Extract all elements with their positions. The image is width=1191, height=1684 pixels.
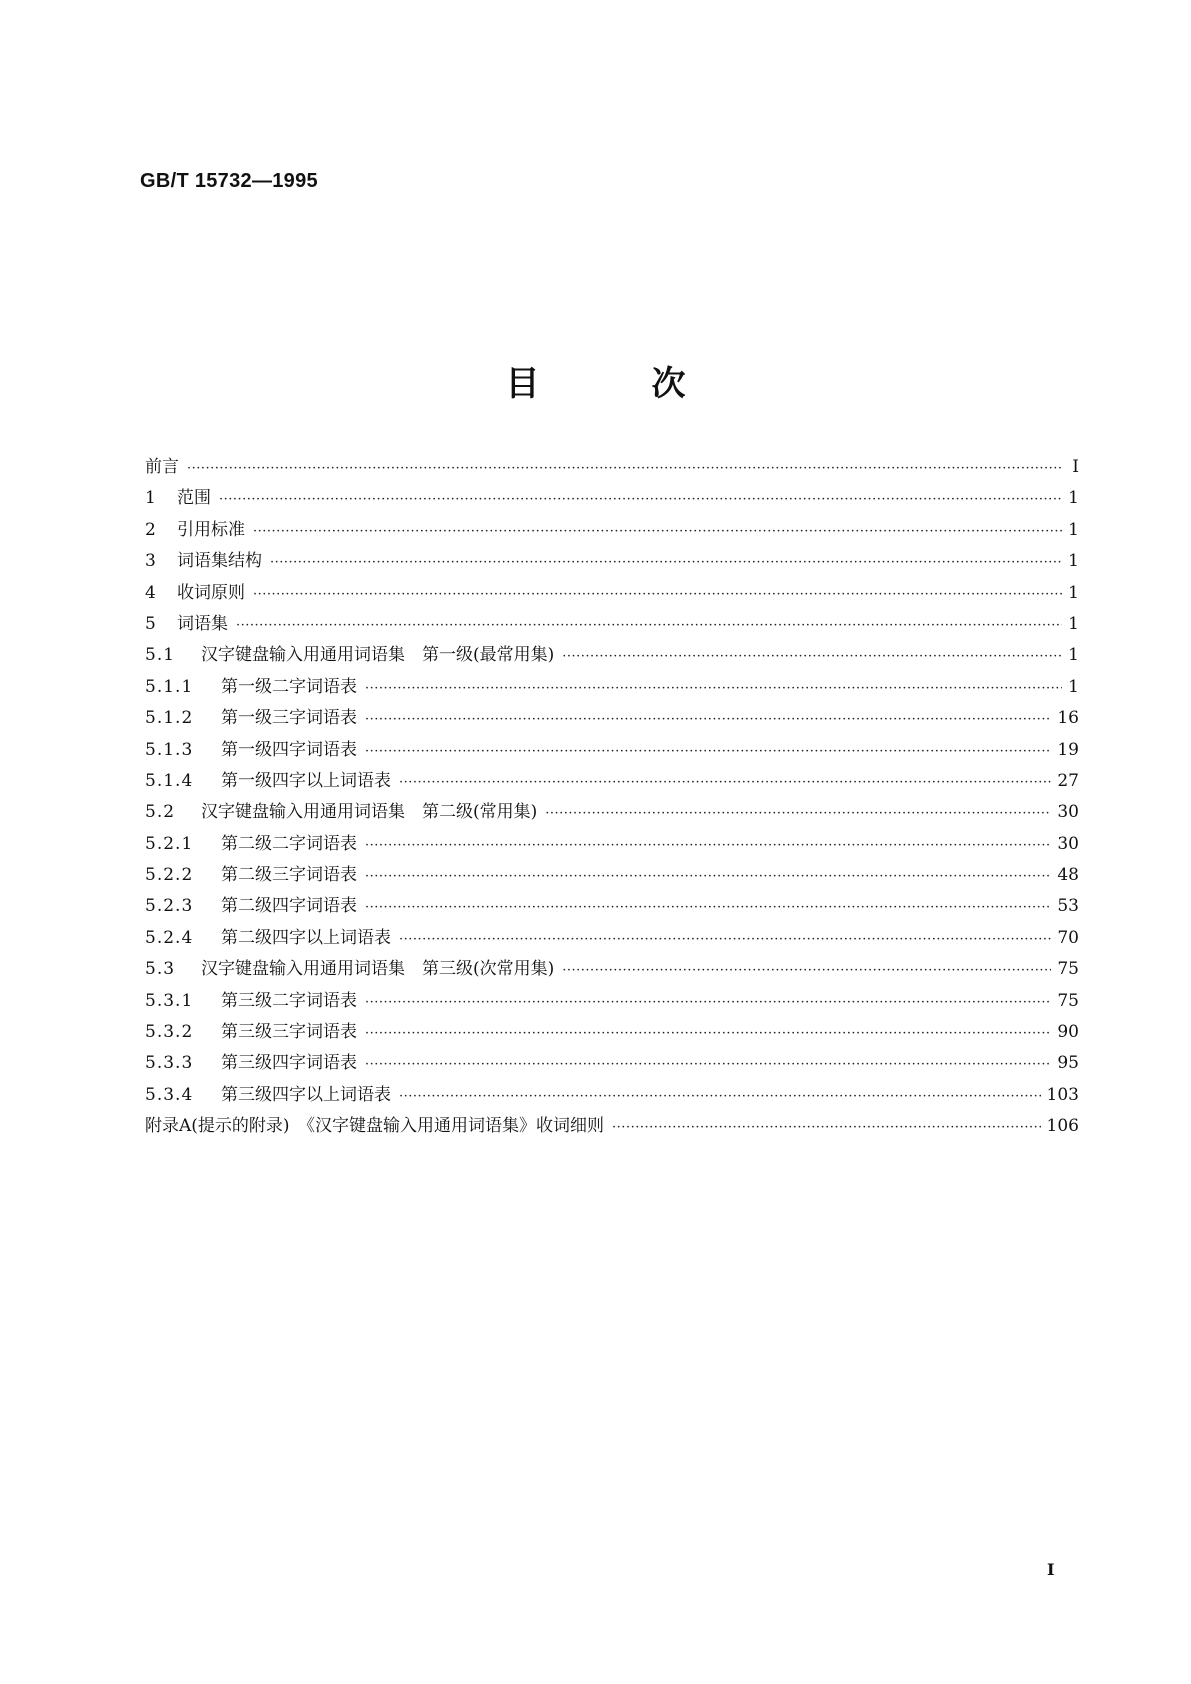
toc-leader-dots bbox=[399, 932, 1051, 947]
toc-entry-page: 48 bbox=[1057, 865, 1079, 886]
toc-leader-dots bbox=[253, 587, 1062, 602]
toc-entry-number: 5.1.1 bbox=[145, 676, 194, 697]
toc-entry-page: 53 bbox=[1057, 896, 1079, 917]
toc-leader-dots bbox=[399, 775, 1051, 790]
toc-entry[interactable] bbox=[145, 546, 1079, 577]
toc-entry[interactable] bbox=[145, 891, 1079, 922]
toc-entry-number: 5.1.4 bbox=[145, 770, 194, 791]
toc-entry-page: 1 bbox=[1068, 613, 1079, 634]
toc-entry-page: 70 bbox=[1057, 927, 1079, 948]
toc-leader-dots bbox=[270, 555, 1062, 570]
toc-entry-page: 75 bbox=[1057, 990, 1079, 1011]
toc-leader-dots bbox=[187, 461, 1063, 476]
toc-entry-text: 第一级四字词语表 bbox=[221, 739, 357, 760]
toc-entry-text: 汉字键盘输入用通用词语集 第三级(次常用集) bbox=[201, 959, 555, 980]
toc-entry-text: 词语集 bbox=[177, 613, 228, 634]
toc-entry[interactable] bbox=[145, 515, 1079, 546]
toc-entry[interactable] bbox=[145, 735, 1079, 766]
toc-entry-page: 103 bbox=[1046, 1084, 1079, 1105]
toc-entry-number: 4 bbox=[145, 582, 157, 603]
toc-entry-number: 5.3 bbox=[145, 959, 176, 980]
toc-entry[interactable] bbox=[145, 1080, 1079, 1111]
toc-entry-number: 5.2.3 bbox=[145, 896, 194, 917]
toc-entry-text: 前言 bbox=[145, 457, 179, 477]
toc-entry-preface[interactable] bbox=[145, 452, 1079, 483]
toc-entry-number: 5.1 bbox=[145, 645, 176, 666]
toc-entry[interactable] bbox=[145, 640, 1079, 671]
toc-entry-number: 1 bbox=[145, 488, 157, 509]
toc-entry-text: 第二级二字词语表 bbox=[221, 833, 357, 854]
toc-entry[interactable] bbox=[145, 766, 1079, 797]
toc-entry-text: 附录A(提示的附录) 《汉字键盘输入用通用词语集》收词细则 bbox=[145, 1116, 605, 1137]
toc-leader-dots bbox=[365, 744, 1051, 759]
toc-entry[interactable] bbox=[145, 829, 1079, 860]
toc-entry-page: 1 bbox=[1068, 582, 1079, 603]
toc-leader-dots bbox=[236, 618, 1062, 633]
toc-entry-number: 5 bbox=[145, 613, 157, 634]
toc-entry[interactable] bbox=[145, 797, 1079, 828]
toc-entry-page: 27 bbox=[1057, 770, 1079, 791]
toc-entry-number: 5.3.1 bbox=[145, 990, 194, 1011]
toc-leader-dots bbox=[612, 1120, 1041, 1135]
toc-entry-page: 16 bbox=[1057, 708, 1079, 729]
toc-leader-dots bbox=[365, 869, 1051, 884]
toc-entry-text: 第三级二字词语表 bbox=[221, 990, 357, 1011]
standard-code: GB/T 15732—1995 bbox=[140, 170, 318, 192]
toc-leader-dots bbox=[562, 649, 1062, 664]
toc-leader-dots bbox=[365, 995, 1051, 1010]
toc-entry-page: 1 bbox=[1068, 519, 1079, 540]
toc-entry-number: 5.3.2 bbox=[145, 1022, 194, 1043]
toc-entry-number: 3 bbox=[145, 551, 157, 572]
toc-entry-page: 30 bbox=[1057, 802, 1079, 823]
toc-entry-appendix-a[interactable] bbox=[145, 1111, 1079, 1142]
toc-entry[interactable] bbox=[145, 703, 1079, 734]
toc-entry[interactable] bbox=[145, 923, 1079, 954]
toc-leader-dots bbox=[365, 900, 1051, 915]
page-number: I bbox=[1047, 1560, 1055, 1579]
toc-entry-text: 汉字键盘输入用通用词语集 第二级(常用集) bbox=[201, 802, 538, 823]
toc-entry-number: 5.2 bbox=[145, 802, 176, 823]
toc-entry[interactable] bbox=[145, 986, 1079, 1017]
toc-entry-number: 5.3.4 bbox=[145, 1084, 194, 1105]
toc-entry-text: 汉字键盘输入用通用词语集 第一级(最常用集) bbox=[201, 645, 555, 666]
toc-entry-text: 第三级四字以上词语表 bbox=[221, 1084, 391, 1105]
toc-entry-text: 第二级三字词语表 bbox=[221, 865, 357, 886]
toc-entry-page: Ⅰ bbox=[1072, 457, 1079, 477]
toc-entry-text: 第三级四字词语表 bbox=[221, 1053, 357, 1074]
toc-entry-page: 95 bbox=[1057, 1053, 1079, 1074]
toc-leader-dots bbox=[399, 1089, 1041, 1104]
toc-entry-number: 5.1.3 bbox=[145, 739, 194, 760]
toc-entry-page: 1 bbox=[1068, 488, 1079, 509]
toc-title-char: 次 bbox=[651, 364, 686, 404]
toc-entry-number: 5.1.2 bbox=[145, 708, 194, 729]
toc-title-char: 目 bbox=[505, 364, 540, 404]
toc-entry-page: 106 bbox=[1046, 1116, 1079, 1137]
toc-entry-page: 1 bbox=[1068, 551, 1079, 572]
toc-entry-number: 2 bbox=[145, 519, 157, 540]
toc-entry[interactable] bbox=[145, 1048, 1079, 1079]
toc-entry-page: 30 bbox=[1057, 833, 1079, 854]
toc-entry[interactable] bbox=[145, 1017, 1079, 1048]
toc-entry-number: 5.2.2 bbox=[145, 865, 194, 886]
toc-leader-dots bbox=[365, 838, 1051, 853]
toc-entry[interactable] bbox=[145, 578, 1079, 609]
toc-entry-text: 词语集结构 bbox=[177, 551, 262, 572]
toc-entry-number: 5.2.1 bbox=[145, 833, 194, 854]
toc-entry-text: 第一级二字词语表 bbox=[221, 676, 357, 697]
toc-leader-dots bbox=[545, 806, 1051, 821]
toc-entry-text: 第一级四字以上词语表 bbox=[221, 770, 391, 791]
toc-entry-page: 19 bbox=[1057, 739, 1079, 760]
toc-entry-text: 引用标准 bbox=[177, 519, 245, 540]
toc-entry[interactable] bbox=[145, 609, 1079, 640]
toc-entry-text: 第二级四字以上词语表 bbox=[221, 927, 391, 948]
toc-entry-page: 90 bbox=[1057, 1022, 1079, 1043]
toc-entry-text: 范围 bbox=[177, 488, 211, 509]
toc-entry-text: 收词原则 bbox=[177, 582, 245, 603]
toc-leader-dots bbox=[365, 1057, 1051, 1072]
toc-leader-dots bbox=[219, 492, 1062, 507]
toc-entry-page: 75 bbox=[1057, 959, 1079, 980]
toc-leader-dots bbox=[365, 1026, 1051, 1041]
toc-leader-dots bbox=[253, 524, 1062, 539]
toc-entry-text: 第二级四字词语表 bbox=[221, 896, 357, 917]
toc-entry[interactable] bbox=[145, 954, 1079, 985]
toc-entry-page: 1 bbox=[1068, 645, 1079, 666]
toc-leader-dots bbox=[365, 681, 1062, 696]
toc-leader-dots bbox=[365, 712, 1051, 727]
toc-entry[interactable] bbox=[145, 483, 1079, 514]
toc-entry-page: 1 bbox=[1068, 676, 1079, 697]
toc-list bbox=[145, 452, 1079, 1143]
toc-entry-text: 第三级三字词语表 bbox=[221, 1022, 357, 1043]
toc-entry-number: 5.2.4 bbox=[145, 927, 194, 948]
toc-entry[interactable] bbox=[145, 860, 1079, 891]
toc-leader-dots bbox=[562, 963, 1051, 978]
toc-entry-text: 第一级三字词语表 bbox=[221, 708, 357, 729]
toc-entry-number: 5.3.3 bbox=[145, 1053, 194, 1074]
toc-entry[interactable] bbox=[145, 672, 1079, 703]
toc-title bbox=[0, 356, 1191, 405]
